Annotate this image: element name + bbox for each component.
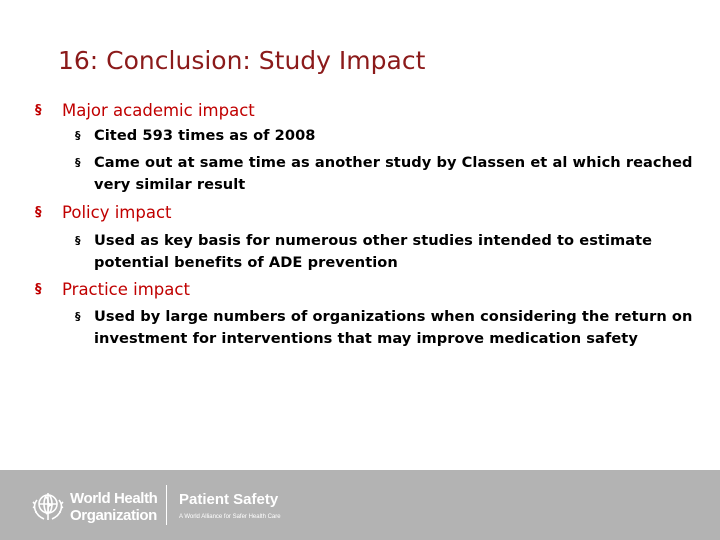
- sub-bullet-ade-prevention: [75, 230, 694, 274]
- sub-bullet-text: Cited 593 times as of 2008: [94, 127, 316, 144]
- sub-bullet-marker: §: [75, 156, 81, 169]
- who-name-line2: Organization: [70, 507, 157, 524]
- sub-bullet-marker: §: [75, 129, 81, 142]
- who-name-line1: World Health: [70, 490, 158, 507]
- sub-bullet-cited: [75, 125, 694, 147]
- sub-bullet-text: Used as key basis for numerous other studies intended to estimate potential benefits of ADE prevention: [94, 232, 653, 271]
- section-heading: Policy impact: [62, 203, 172, 222]
- footer-divider: [166, 485, 167, 525]
- sub-bullet-marker: §: [75, 310, 81, 323]
- bullet-marker: §: [35, 205, 42, 220]
- bullet-practice-impact: [35, 279, 190, 301]
- bullet-policy-impact: [35, 202, 172, 224]
- sub-bullet-marker: §: [75, 234, 81, 247]
- who-emblem-icon: [30, 487, 66, 523]
- program-title: Patient Safety: [179, 491, 279, 508]
- sub-bullet-text: Came out at same time as another study by Classen et al which reached very similar result: [94, 154, 693, 193]
- sub-bullet-roi: [75, 306, 694, 350]
- sub-bullet-classen: [75, 152, 694, 196]
- who-wordmark: [70, 490, 157, 524]
- footer-bar: [0, 470, 720, 540]
- bullet-marker: §: [35, 103, 42, 118]
- bullet-marker: §: [35, 282, 42, 297]
- program-subtitle: A World Alliance for Safer Health Care: [179, 514, 281, 520]
- bullet-major-academic-impact: [35, 100, 255, 122]
- slide-title: 16: Conclusion: Study Impact: [58, 46, 426, 75]
- sub-bullet-text: Used by large numbers of organizations when considering the return on investment for interventions that may improve medication safety: [94, 308, 693, 347]
- section-heading: Major academic impact: [62, 101, 255, 120]
- section-heading: Practice impact: [62, 280, 190, 299]
